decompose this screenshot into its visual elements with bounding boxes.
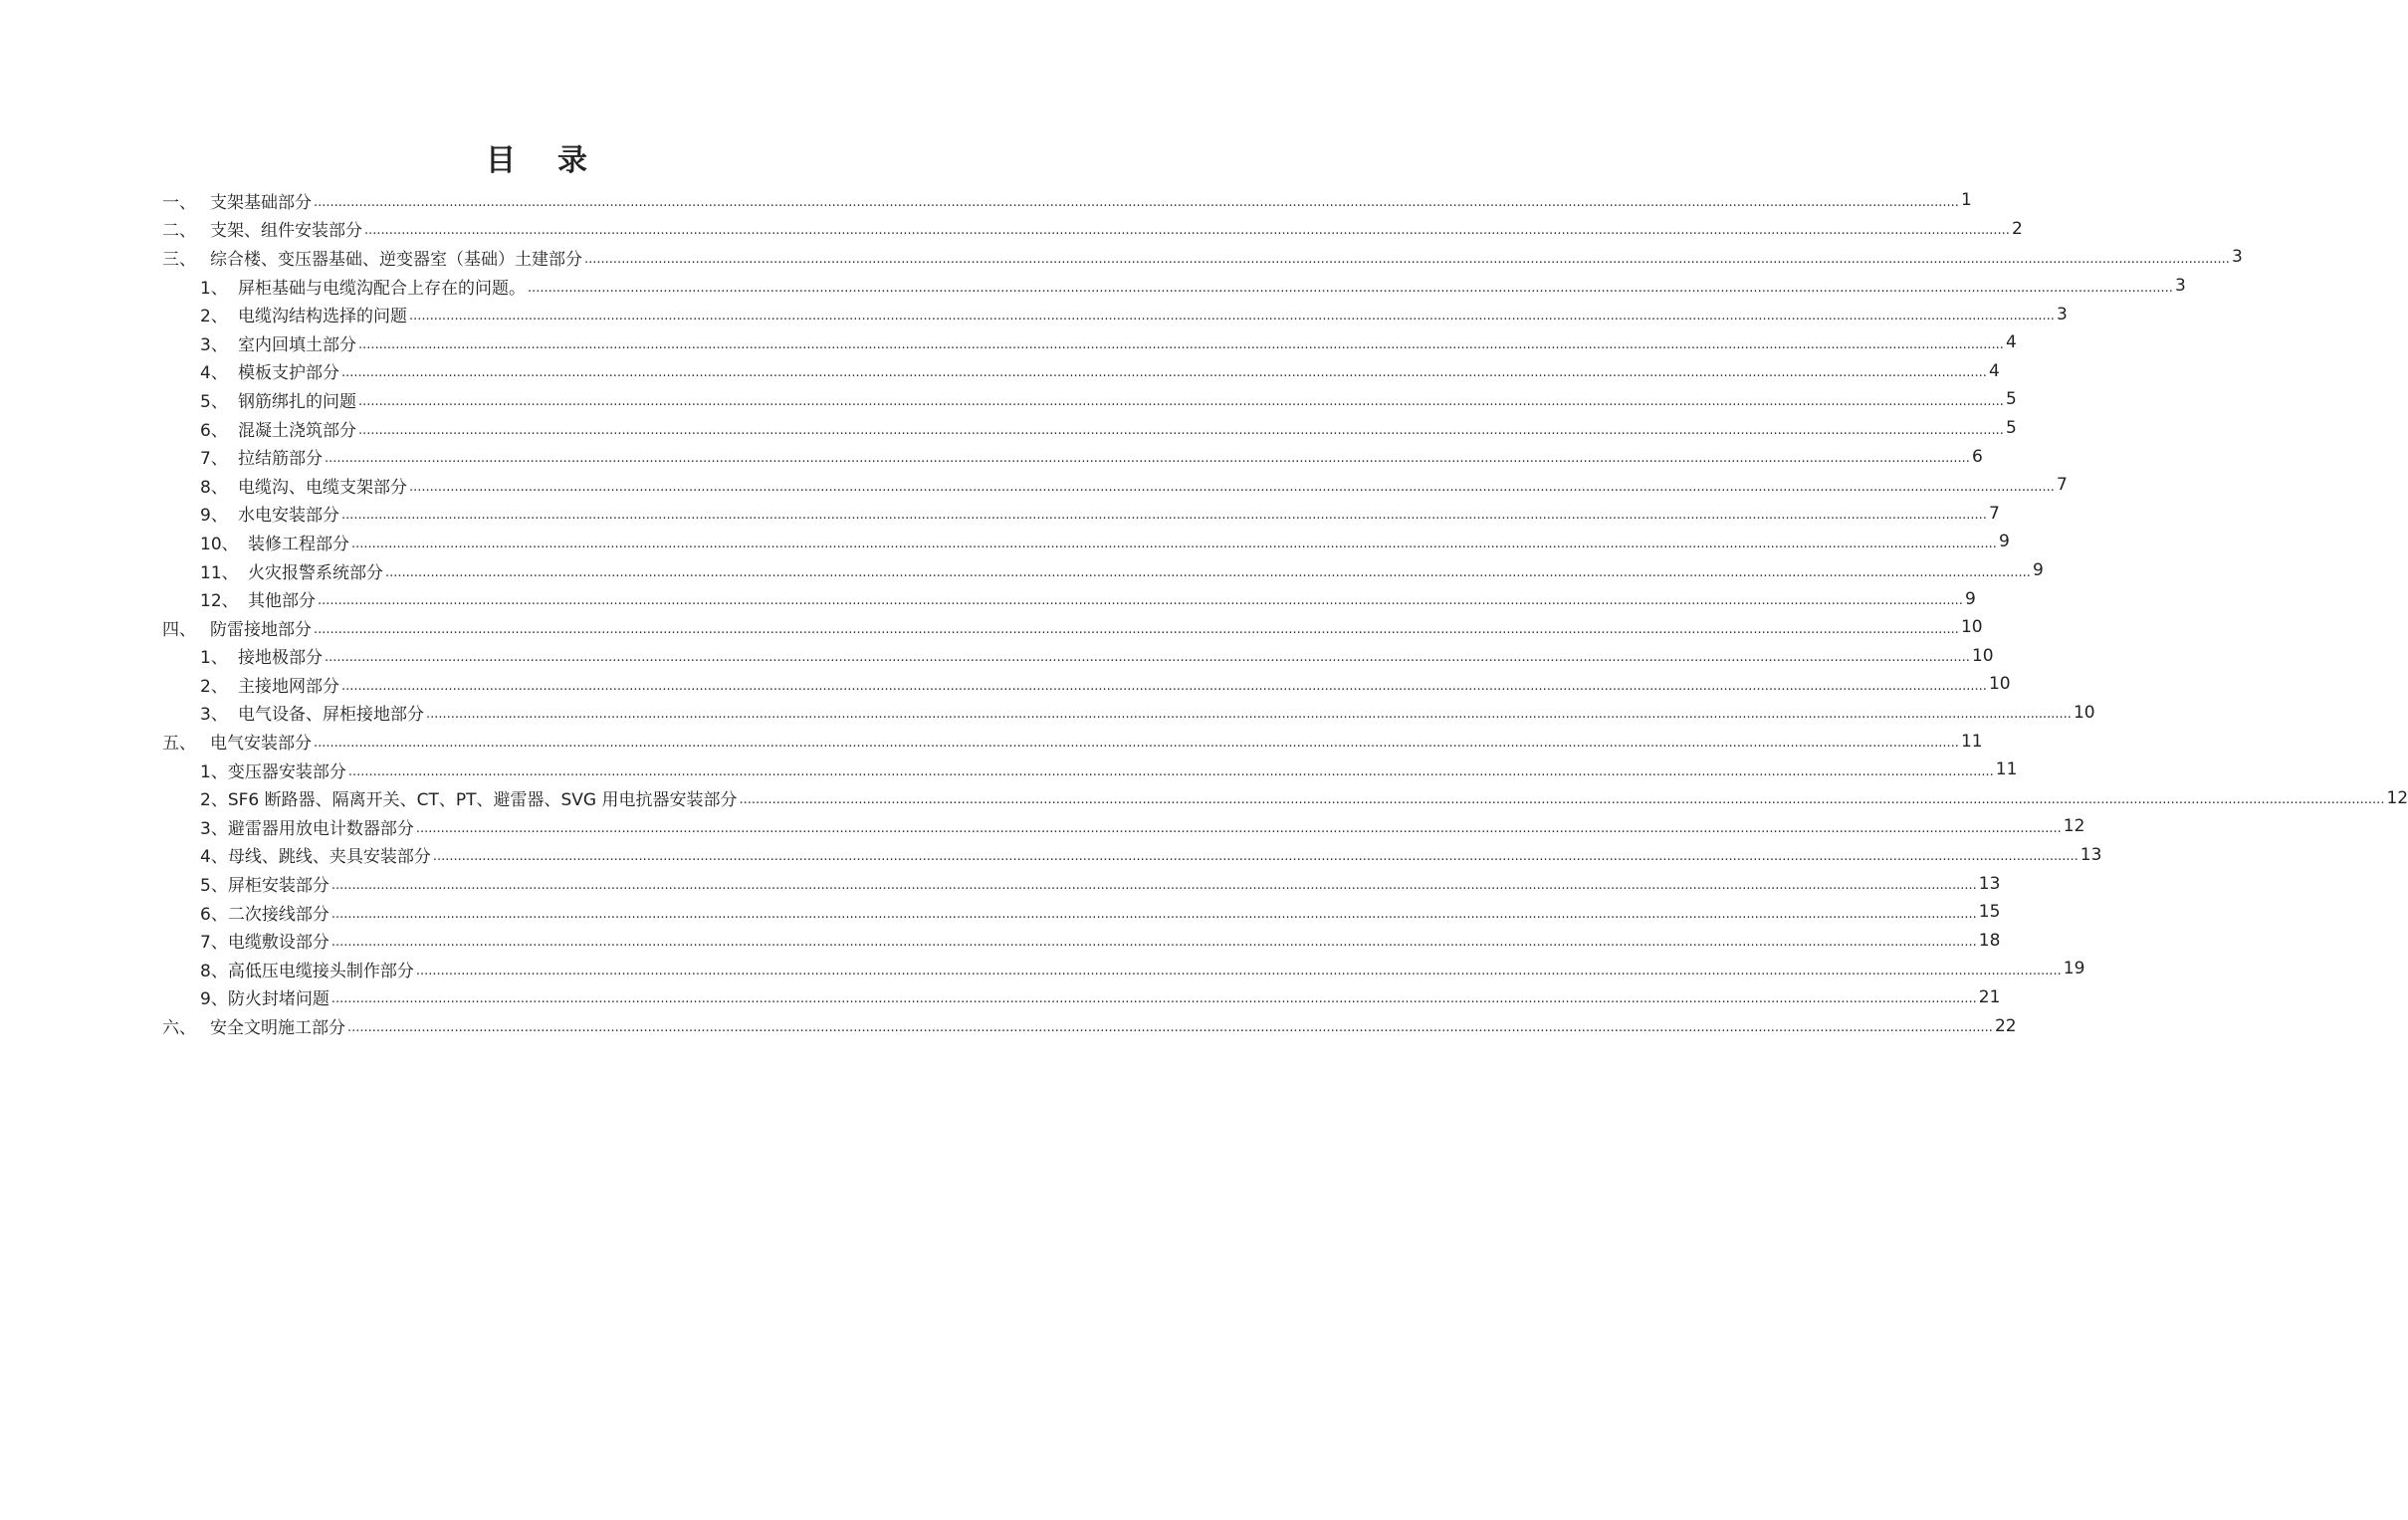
toc-entry[interactable] — [162, 1011, 2017, 1040]
toc-entry[interactable] — [162, 442, 1983, 471]
toc-entry-title: 母线、跳线、夹具安装部分 — [227, 847, 431, 868]
toc-entry-page: 10 — [2073, 702, 2095, 723]
toc-dot-leader: ................................................................................................................................................................................................................................................................................................................................................................................................................ — [351, 536, 1997, 551]
toc-dot-leader: ................................................................................................................................................................................................................................................................................................................................................................................................................ — [330, 935, 1977, 951]
toc-entry-number: 五、 — [162, 734, 196, 755]
toc-entry-title: 电缆沟结构选择的问题 — [238, 307, 407, 327]
toc-entry[interactable] — [162, 243, 2243, 272]
toc-entry-number: 一、 — [162, 192, 196, 213]
toc-dot-leader: ................................................................................................................................................................................................................................................................................................................................................................................................................ — [318, 593, 1963, 609]
toc-entry-title: 避雷器用放电计数器部分 — [227, 818, 414, 839]
toc-entry[interactable] — [162, 869, 2001, 898]
toc-entry[interactable] — [162, 414, 2017, 443]
toc-dot-leader: ................................................................................................................................................................................................................................................................................................................................................................................................................ — [325, 650, 1970, 666]
toc-entry-page: 13 — [2080, 844, 2102, 865]
toc-entry-number: 9、 — [200, 506, 228, 527]
toc-entry[interactable] — [162, 528, 2010, 556]
toc-entry-number: 4、 — [200, 847, 228, 868]
toc-entry-number: 二、 — [162, 221, 196, 242]
toc-entry-number: 六、 — [162, 1018, 196, 1039]
toc-entry-title: 室内回填土部分 — [238, 334, 356, 355]
toc-entry-title: 电气安装部分 — [210, 734, 312, 755]
toc-dot-leader: ................................................................................................................................................................................................................................................................................................................................................................................................................ — [330, 906, 1977, 922]
toc-entry[interactable] — [162, 556, 2044, 585]
toc-entry-title: 二次接线部分 — [227, 904, 329, 925]
toc-dot-leader: ................................................................................................................................................................................................................................................................................................................................................................................................................ — [385, 564, 2031, 580]
toc-dot-leader: ................................................................................................................................................................................................................................................................................................................................................................................................................ — [409, 479, 2055, 495]
toc-entry-number: 6、 — [200, 420, 228, 441]
toc-entry-title: 拉结筋部分 — [238, 449, 323, 470]
toc-entry-title: 防雷接地部分 — [210, 619, 312, 640]
toc-dot-leader: ................................................................................................................................................................................................................................................................................................................................................................................................................ — [358, 393, 2004, 409]
toc-entry-page: 6 — [1971, 446, 1983, 467]
toc-entry-title: 屏柜基础与电缆沟配合上存在的问题。 — [238, 278, 526, 299]
toc-entry[interactable] — [162, 357, 2000, 386]
toc-entry-number: 1、 — [200, 761, 228, 782]
toc-dot-leader: ................................................................................................................................................................................................................................................................................................................................................................................................................ — [341, 365, 1987, 381]
toc-entry-page: 10 — [1971, 645, 1994, 666]
title-char-2: 录 — [557, 143, 589, 178]
toc-entry-page: 15 — [1978, 902, 2001, 923]
toc-entry[interactable] — [162, 812, 2085, 841]
toc-entry-number: 9、 — [200, 989, 228, 1010]
toc-entry-number: 10、 — [200, 534, 239, 554]
toc-entry-page: 10 — [1988, 674, 2011, 695]
toc-entry-number: 11、 — [200, 562, 239, 583]
toc-entry-title: 火灾报警系统部分 — [248, 562, 383, 583]
toc-entry[interactable] — [162, 699, 2095, 728]
toc-entry-title: 水电安装部分 — [238, 506, 339, 527]
toc-entry-page: 12 — [2386, 787, 2408, 808]
toc-entry-page: 9 — [1998, 532, 2010, 552]
toc-entry[interactable] — [162, 841, 2102, 870]
toc-entry-page: 3 — [2056, 304, 2068, 325]
toc-dot-leader: ................................................................................................................................................................................................................................................................................................................................................................................................................ — [584, 251, 2230, 267]
toc-entry-page: 11 — [1960, 731, 1983, 752]
toc-dot-leader: ................................................................................................................................................................................................................................................................................................................................................................................................................ — [314, 194, 1959, 210]
toc-entry-number: 8、 — [200, 961, 228, 981]
toc-dot-leader: ................................................................................................................................................................................................................................................................................................................................................................................................................ — [415, 820, 2062, 836]
toc-entry-title: 高低压电缆接头制作部分 — [227, 961, 414, 981]
toc-entry-page: 7 — [1988, 503, 2000, 524]
toc-entry-number: 2、 — [200, 676, 228, 697]
toc-entry-number: 三、 — [162, 249, 196, 270]
toc-dot-leader: ................................................................................................................................................................................................................................................................................................................................................................................................................ — [347, 1020, 1993, 1036]
toc-entry[interactable] — [162, 756, 2018, 784]
title-char-1: 目 — [486, 143, 518, 178]
toc-dot-leader: ................................................................................................................................................................................................................................................................................................................................................................................................................ — [325, 451, 1970, 467]
toc-entry-page: 1 — [1960, 190, 1972, 211]
toc-entry-number: 7、 — [200, 933, 228, 954]
toc-dot-leader: ................................................................................................................................................................................................................................................................................................................................................................................................................ — [314, 621, 1959, 637]
toc-entry-page: 5 — [2005, 389, 2017, 410]
page-title — [0, 135, 1075, 179]
toc-dot-leader: ................................................................................................................................................................................................................................................................................................................................................................................................................ — [314, 736, 1959, 752]
toc-entry-title: 电气设备、屏柜接地部分 — [238, 705, 424, 726]
toc-entry[interactable] — [162, 272, 2186, 301]
toc-entry-title: 装修工程部分 — [248, 534, 349, 554]
toc-entry-title: 支架基础部分 — [210, 192, 312, 213]
toc-entry-number: 2、 — [200, 307, 228, 327]
toc-entry-page: 3 — [2231, 247, 2243, 268]
toc-entry[interactable] — [162, 926, 2001, 955]
toc-entry-page: 7 — [2056, 475, 2068, 496]
toc-dot-leader: ................................................................................................................................................................................................................................................................................................................................................................................................................ — [409, 309, 2055, 325]
toc-entry-number: 5、 — [200, 876, 228, 897]
toc-entry-number: 4、 — [200, 363, 228, 384]
toc-entry-page: 5 — [2005, 418, 2017, 439]
toc-entry-page: 10 — [1960, 617, 1983, 638]
toc-entry-number: 12、 — [200, 591, 239, 612]
toc-dot-leader: ................................................................................................................................................................................................................................................................................................................................................................................................................ — [432, 849, 2079, 865]
toc-entry-page: 9 — [1964, 588, 1976, 609]
toc-entry[interactable] — [162, 642, 1994, 671]
toc-entry[interactable] — [162, 300, 2068, 328]
toc-entry-title: 模板支护部分 — [238, 363, 339, 384]
toc-entry-number: 7、 — [200, 449, 228, 470]
toc-entry-page: 12 — [2063, 816, 2085, 837]
toc-entry-number: 1、 — [200, 648, 228, 669]
toc-entry-page: 2 — [2011, 218, 2023, 239]
toc-entry-page: 18 — [1978, 930, 2001, 951]
toc-entry-title: 支架、组件安装部分 — [210, 221, 362, 242]
toc-entry[interactable] — [162, 727, 1983, 756]
toc-dot-leader: ................................................................................................................................................................................................................................................................................................................................................................................................................ — [426, 707, 2072, 723]
toc-entry-page: 4 — [2005, 332, 2017, 353]
toc-entry-title: 混凝土浇筑部分 — [238, 420, 356, 441]
toc-entry[interactable] — [162, 500, 2000, 529]
toc-dot-leader: ................................................................................................................................................................................................................................................................................................................................................................................................................ — [739, 792, 2385, 808]
table-of-contents — [162, 186, 2408, 1040]
toc-entry-title: 屏柜安装部分 — [227, 876, 329, 897]
toc-dot-leader: ................................................................................................................................................................................................................................................................................................................................................................................................................ — [364, 223, 2010, 239]
toc-entry[interactable] — [162, 670, 2011, 699]
toc-entry-page: 22 — [1994, 1015, 2017, 1036]
toc-entry-title: 电缆敷设部分 — [227, 933, 329, 954]
toc-entry-page: 4 — [1988, 360, 2000, 381]
toc-entry[interactable] — [162, 385, 2017, 414]
toc-entry-title: 变压器安装部分 — [227, 761, 346, 782]
toc-dot-leader: ................................................................................................................................................................................................................................................................................................................................................................................................................ — [341, 678, 1987, 694]
toc-entry-number: 3、 — [200, 705, 228, 726]
toc-entry-title: SF6 断路器、隔离开关、CT、PT、避雷器、SVG 用电抗器安装部分 — [227, 790, 738, 811]
toc-entry[interactable] — [162, 955, 2085, 983]
toc-dot-leader: ................................................................................................................................................................................................................................................................................................................................................................................................................ — [528, 280, 2173, 296]
toc-entry-title: 接地极部分 — [238, 648, 323, 669]
toc-entry-number: 四、 — [162, 619, 196, 640]
toc-dot-leader: ................................................................................................................................................................................................................................................................................................................................................................................................................ — [358, 422, 2004, 438]
toc-dot-leader: ................................................................................................................................................................................................................................................................................................................................................................................................................ — [358, 336, 2004, 352]
toc-entry-page: 21 — [1978, 986, 2001, 1007]
toc-dot-leader: ................................................................................................................................................................................................................................................................................................................................................................................................................ — [330, 991, 1977, 1007]
toc-entry[interactable] — [162, 186, 1972, 215]
toc-entry-page: 13 — [1978, 873, 2001, 894]
toc-dot-leader: ................................................................................................................................................................................................................................................................................................................................................................................................................ — [330, 878, 1977, 894]
toc-entry-page: 9 — [2032, 560, 2044, 581]
toc-entry-title: 防火封堵问题 — [227, 989, 329, 1010]
toc-entry-number: 5、 — [200, 391, 228, 412]
toc-entry-number: 2、 — [200, 790, 228, 811]
toc-entry-title: 综合楼、变压器基础、逆变器室（基础）土建部分 — [210, 249, 582, 270]
toc-entry-number: 6、 — [200, 904, 228, 925]
toc-entry-number: 3、 — [200, 334, 228, 355]
toc-entry-number: 3、 — [200, 818, 228, 839]
toc-entry-title: 电缆沟、电缆支架部分 — [238, 477, 407, 498]
toc-dot-leader: ................................................................................................................................................................................................................................................................................................................................................................................................................ — [341, 508, 1987, 524]
toc-entry-title: 其他部分 — [248, 591, 316, 612]
toc-entry[interactable] — [162, 898, 2001, 927]
toc-entry[interactable] — [162, 783, 2408, 812]
toc-entry-page: 19 — [2063, 959, 2085, 979]
toc-dot-leader: ................................................................................................................................................................................................................................................................................................................................................................................................................ — [415, 963, 2062, 978]
toc-dot-leader: ................................................................................................................................................................................................................................................................................................................................................................................................................ — [347, 763, 1994, 779]
toc-entry[interactable] — [162, 584, 1976, 613]
toc-entry[interactable] — [162, 328, 2017, 357]
toc-entry-number: 1、 — [200, 278, 228, 299]
toc-entry-title: 安全文明施工部分 — [210, 1018, 345, 1039]
toc-entry-page: 3 — [2174, 276, 2186, 297]
toc-entry[interactable] — [162, 215, 2023, 244]
toc-entry-title: 钢筋绑扎的问题 — [238, 391, 356, 412]
toc-entry[interactable] — [162, 471, 2068, 500]
toc-entry-title: 主接地网部分 — [238, 676, 339, 697]
toc-entry-number: 8、 — [200, 477, 228, 498]
toc-entry[interactable] — [162, 983, 2001, 1012]
toc-entry-page: 11 — [1995, 760, 2018, 780]
toc-entry[interactable] — [162, 613, 1983, 642]
